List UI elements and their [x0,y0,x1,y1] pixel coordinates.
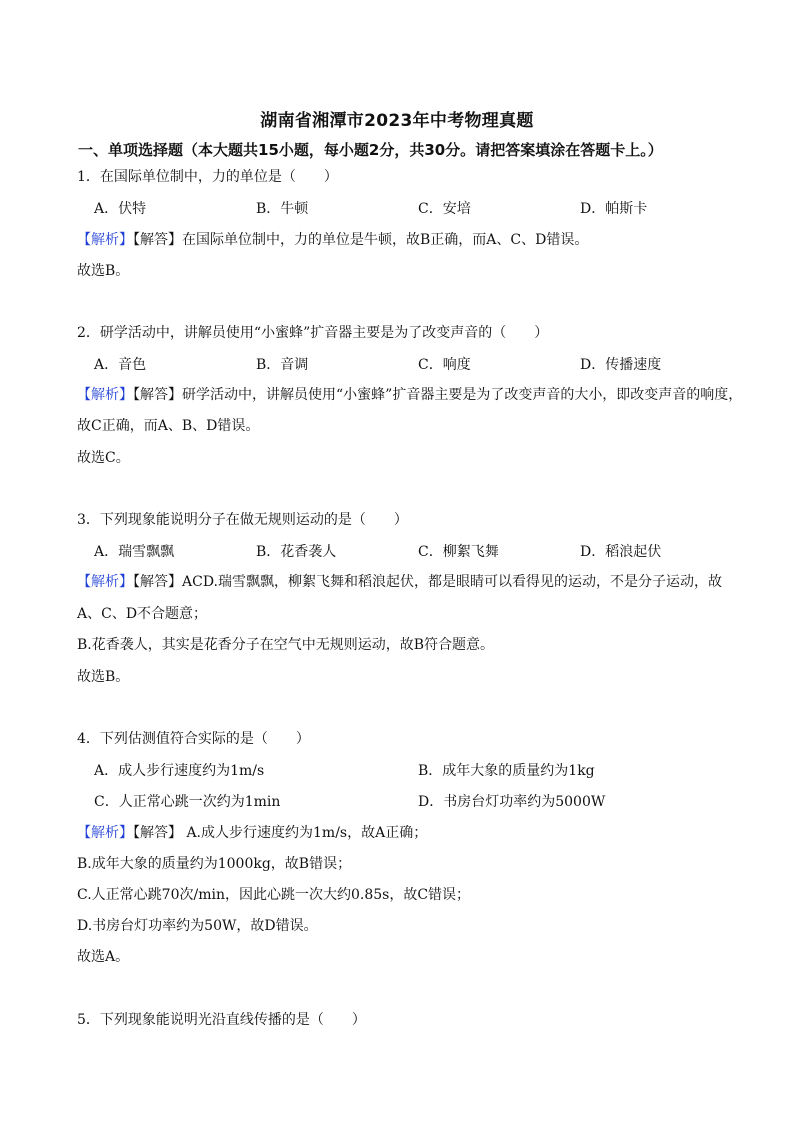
analysis-tag: 【解析】 [77,574,133,590]
q1-option-c: C．安培 [418,201,471,217]
q3-analysis-line-3: B.花香袭人，其实是花香分子在空气中无规则运动，故B符合题意。 [77,637,495,653]
q3-conclusion: 故选B。 [77,669,130,685]
q3-option-a: A．瑞雪飘飘 [94,544,175,560]
question-1-stem: 1．在国际单位制中，力的单位是（ ） [77,169,338,185]
q4-option-a: A．成人步行速度约为1m/s [94,763,265,779]
q4-option-c: C．人正常心跳一次约为1min [94,794,281,810]
q2-option-b: B．音调 [256,357,309,373]
analysis-text: 【解答】 A.成人步行速度约为1m/s，故A正确； [133,825,428,841]
q4-analysis-line-1 [77,822,427,842]
analysis-tag: 【解析】 [77,387,133,403]
q3-option-b: B．花香袭人 [256,544,337,560]
q2-analysis-line-2: 故C正确，而A、B、D错误。 [77,418,260,434]
analysis-text: 【解答】研学活动中，讲解员使用“小蜜蜂”扩音器主要是为了改变声音的大小，即改变声音的响度， [133,387,743,403]
q4-conclusion: 故选A。 [77,949,130,965]
question-3-stem: 3．下列现象能说明分子在做无规则运动的是（ ） [77,512,408,528]
q4-analysis-line-2: B.成年大象的质量约为1000kg，故B错误； [77,856,352,872]
q4-analysis-line-4: D.书房台灯功率约为50W，故D错误。 [77,918,318,934]
q1-option-a: A．伏特 [94,201,147,217]
q4-analysis-line-3: C.人正常心跳70次/min，因此心跳一次大约0.85s，故C错误； [77,887,471,903]
analysis-tag: 【解析】 [77,232,133,248]
section-heading: 一、单项选择题（本大题共15小题，每小题2分，共30分。请把答案填涂在答题卡上。） [78,141,663,159]
q1-analysis-line-1 [77,229,588,249]
q3-option-c: C．柳絮飞舞 [418,544,499,560]
q4-option-d: D．书房台灯功率约为5000W [418,794,606,810]
q2-option-a: A．音色 [94,357,147,373]
q3-analysis-line-2: A、C、D不合题意； [77,606,208,622]
q1-option-d: D．帕斯卡 [580,201,648,217]
q3-analysis-line-1 [77,571,722,591]
q2-option-c: C．响度 [418,357,471,373]
analysis-text: 【解答】ACD.瑞雪飘飘，柳絮飞舞和稻浪起伏，都是眼睛可以看得见的运动，不是分子运动，故 [133,574,722,590]
q2-analysis-line-1 [77,384,742,404]
analysis-tag: 【解析】 [77,825,133,841]
question-4-stem: 4．下列估测值符合实际的是（ ） [77,731,310,747]
q3-option-d: D．稻浪起伏 [580,544,662,560]
q2-option-d: D．传播速度 [580,357,662,373]
analysis-text: 【解答】在国际单位制中，力的单位是牛顿，故B正确，而A、C、D错误。 [133,232,589,248]
q2-conclusion: 故选C。 [77,450,130,466]
q4-option-b: B．成年大象的质量约为1kg [418,763,595,779]
question-5-stem: 5．下列现象能说明光沿直线传播的是（ ） [77,1012,366,1028]
page-title: 湖南省湘潭市2023年中考物理真题 [260,111,534,131]
q1-option-b: B．牛顿 [256,201,309,217]
question-2-stem: 2．研学活动中，讲解员使用“小蜜蜂”扩音器主要是为了改变声音的（ ） [77,325,549,341]
q1-conclusion: 故选B。 [77,263,130,279]
